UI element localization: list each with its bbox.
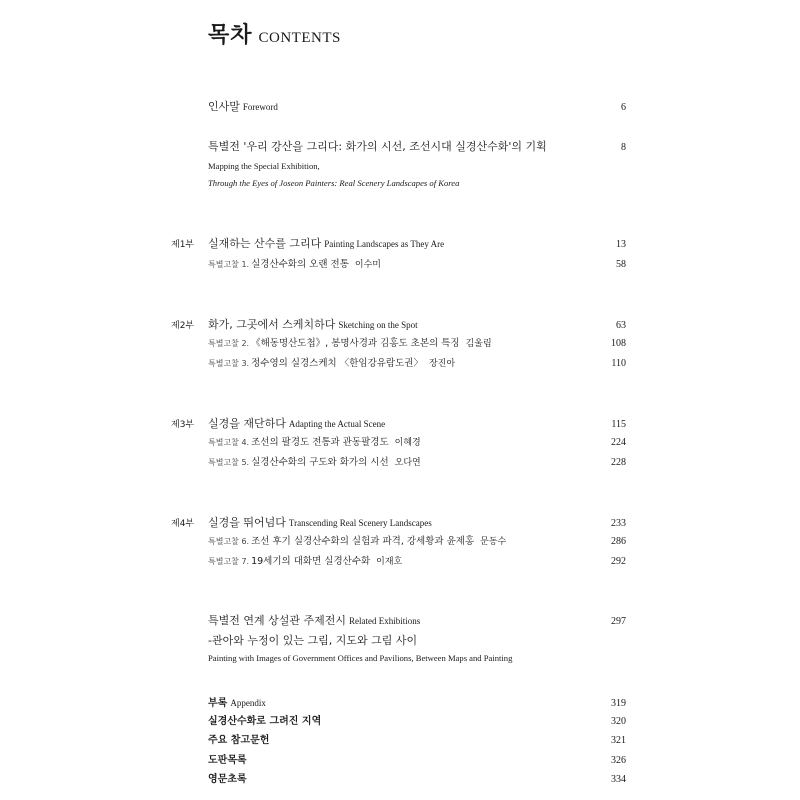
page-number: 334 <box>611 774 626 785</box>
toc-appendix-item[interactable] <box>208 731 626 746</box>
related-korean: 특별전 연계 상설관 주제전시 <box>208 614 347 627</box>
toc-appendix[interactable] <box>208 691 626 710</box>
part-title-korean: 실재하는 산수를 그리다 <box>208 237 322 250</box>
study-tag: 특별고찰 7. <box>208 557 250 566</box>
part-label: 제3부 <box>171 420 195 430</box>
study-tag: 특별고찰 2. <box>208 339 250 348</box>
study-title: 조선 후기 실경산수화의 실험과 파격, 강세황과 윤제홍 <box>251 536 475 547</box>
study-title: 정수영의 실경스케치 〈한임강유람도권〉 <box>251 358 423 369</box>
study-author: 김울림 <box>465 339 492 349</box>
page-number: 319 <box>611 698 626 709</box>
page-title <box>208 18 341 50</box>
title-korean: 목차 <box>208 23 253 48</box>
page-number: 326 <box>611 755 626 766</box>
study-tag: 특별고찰 3. <box>208 359 250 368</box>
appendix-korean: 부록 <box>208 698 228 709</box>
page-number: 110 <box>611 358 626 369</box>
foreword-english: Foreword <box>242 102 278 112</box>
toc-planning[interactable] <box>208 138 626 154</box>
foreword-korean: 인사말 <box>208 100 240 113</box>
planning-english-line2: Through the Eyes of Joseon Painters: Real Scenery Landscapes of Korea <box>208 178 460 188</box>
study-title: 19세기의 대화면 실경산수화 <box>251 556 371 567</box>
page-number: 286 <box>611 536 626 547</box>
page-number: 228 <box>611 457 626 468</box>
appendix-item-title: 주요 참고문헌 <box>208 735 270 746</box>
related-english: Related Exhibitions <box>349 616 421 626</box>
study-tag: 특별고찰 4. <box>208 438 250 447</box>
part-label: 제4부 <box>171 519 195 529</box>
toc-related[interactable] <box>208 612 626 628</box>
study-title: 실경산수화의 오랜 전통 <box>251 259 349 270</box>
study-tag: 특별고찰 1. <box>208 260 250 269</box>
toc-study-7[interactable] <box>208 553 626 567</box>
study-title: 실경산수화의 구도와 화가의 시선 <box>251 457 389 468</box>
toc-appendix-item[interactable] <box>208 751 626 766</box>
toc-part-4[interactable] <box>208 514 626 530</box>
study-tag: 특별고찰 5. <box>208 458 250 467</box>
toc-study-6[interactable] <box>208 533 626 547</box>
part-title-korean: 화가, 그곳에서 스케치하다 <box>208 318 336 331</box>
title-english: CONTENTS <box>258 30 341 46</box>
page-number: 63 <box>616 320 626 331</box>
part-title-korean: 실경을 재단하다 <box>208 417 286 430</box>
toc-foreword[interactable] <box>208 98 626 114</box>
study-author: 이혜경 <box>394 438 421 448</box>
page-number: 321 <box>611 735 626 746</box>
part-title-english: Adapting the Actual Scene <box>288 419 386 429</box>
toc-part-1[interactable] <box>208 235 626 251</box>
related-english-line2: Painting with Images of Government Offices and Pavilions, Between Maps and Painting <box>208 653 513 663</box>
part-title-english: Transcending Real Scenery Landscapes <box>288 518 432 528</box>
part-title-english: Painting Landscapes as They Are <box>324 239 445 249</box>
toc-study-4[interactable] <box>208 434 626 448</box>
page-number: 224 <box>611 437 626 448</box>
toc-appendix-item[interactable] <box>208 770 626 785</box>
page-number: 6 <box>621 102 626 113</box>
related-korean-line2: -관아와 누정이 있는 그림, 지도와 그림 사이 <box>208 634 418 647</box>
page-number: 297 <box>611 616 626 627</box>
page-number: 292 <box>611 556 626 567</box>
part-title-english: Sketching on the Spot <box>338 320 418 330</box>
planning-english-line1: Mapping the Special Exhibition, <box>208 161 320 171</box>
study-title: 《해동명산도첩》, 봉명사경과 김홍도 초본의 특징 <box>251 338 460 349</box>
toc-study-3[interactable] <box>208 355 626 369</box>
planning-korean: 특별전 '우리 강산을 그리다: 화가의 시선, 조선시대 실경산수화'의 기획 <box>208 140 547 153</box>
study-author: 장진아 <box>428 359 456 369</box>
page-number: 8 <box>621 142 626 153</box>
study-author: 문동수 <box>480 537 507 547</box>
toc-study-5[interactable] <box>208 454 626 468</box>
study-author: 이재호 <box>376 557 403 567</box>
toc-part-3[interactable] <box>208 415 626 431</box>
part-title-korean: 실경을 뛰어넘다 <box>208 516 286 529</box>
appendix-item-title: 실경산수화로 그려진 지역 <box>208 716 322 727</box>
toc-appendix-item[interactable] <box>208 712 626 727</box>
study-tag: 특별고찰 6. <box>208 537 250 546</box>
toc-study-1[interactable] <box>208 256 626 270</box>
study-author: 이수미 <box>354 260 381 270</box>
toc-study-2[interactable] <box>208 335 626 349</box>
toc-part-2[interactable] <box>208 316 626 332</box>
study-title: 조선의 팔경도 전통과 관동팔경도 <box>251 437 389 448</box>
page-number: 13 <box>616 239 626 250</box>
appendix-english: Appendix <box>230 698 266 708</box>
part-label: 제2부 <box>171 321 195 331</box>
appendix-item-title: 영문초록 <box>208 774 247 785</box>
page-number: 115 <box>611 419 626 430</box>
appendix-item-title: 도판목록 <box>208 755 247 766</box>
part-label: 제1부 <box>171 240 195 250</box>
page-number: 58 <box>616 259 626 270</box>
study-author: 오다연 <box>394 458 421 468</box>
page-number: 108 <box>611 338 626 349</box>
page-number: 320 <box>611 716 626 727</box>
page-number: 233 <box>611 518 626 529</box>
